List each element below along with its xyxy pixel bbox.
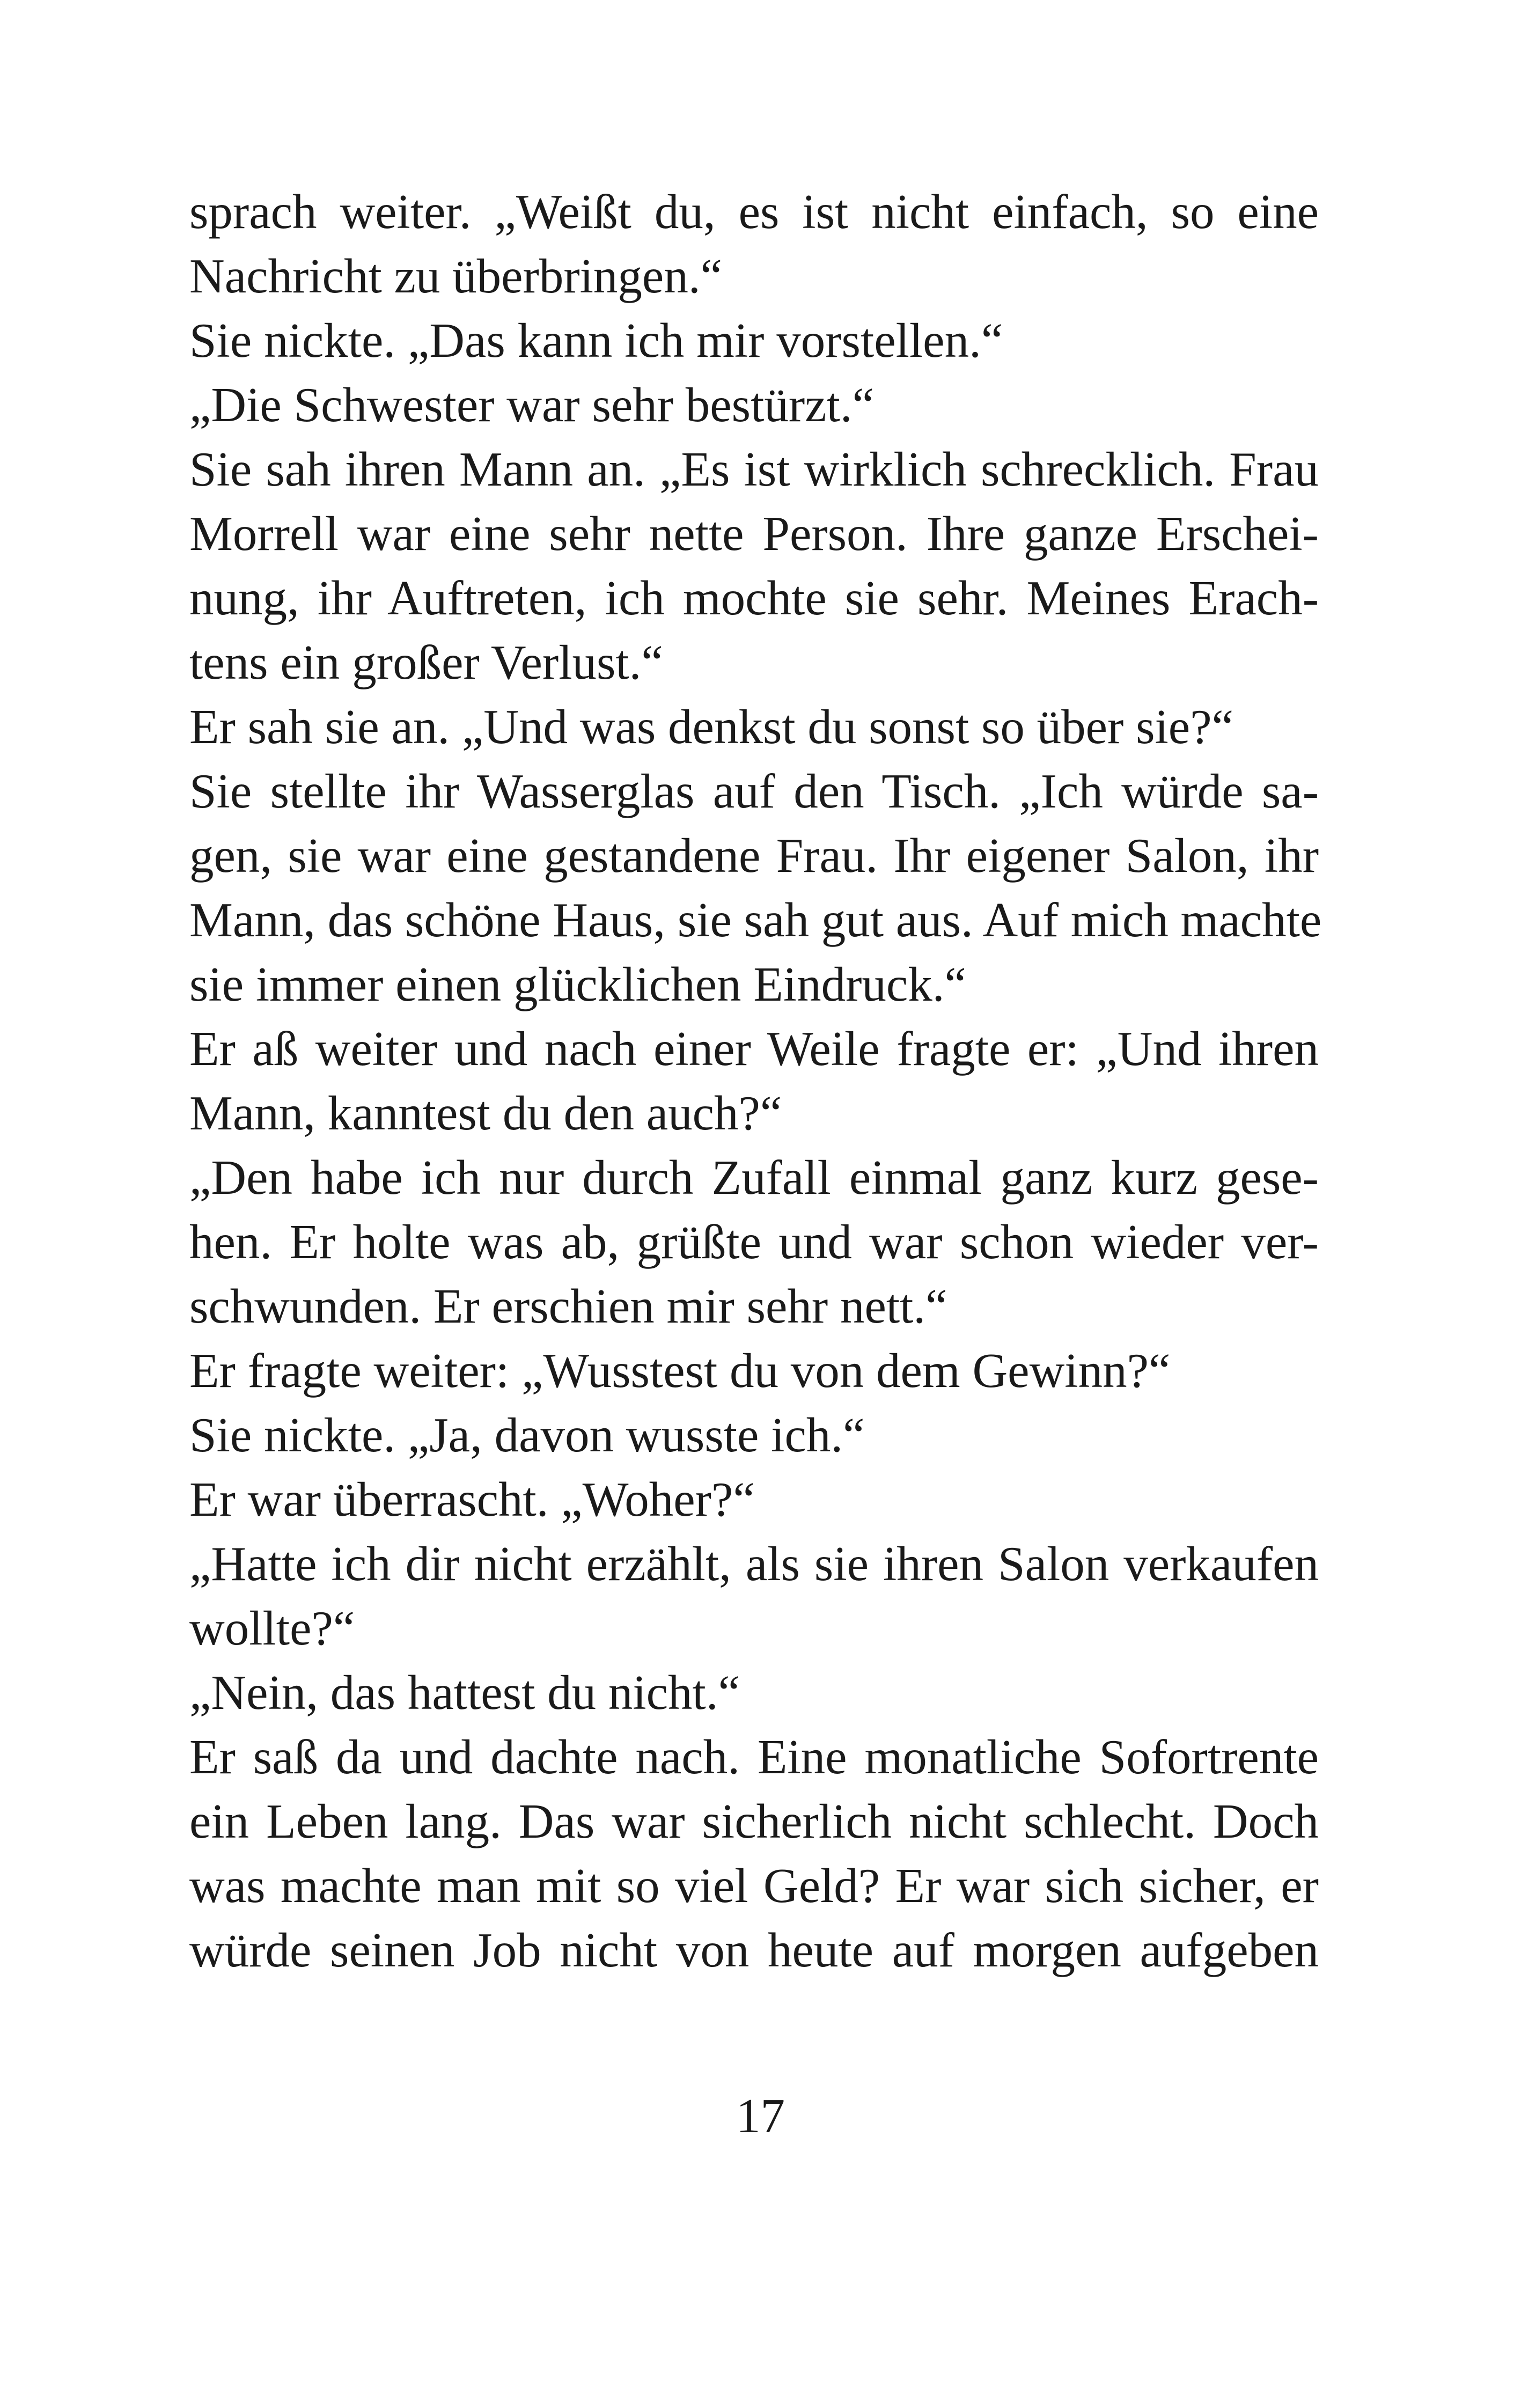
text-line: wollte?“ bbox=[189, 1601, 355, 1655]
text-line: Er saß da und dachte nach. Eine monatliche Sofortrente bbox=[189, 1730, 1319, 1784]
text-line: Er fragte weiter: „Wusstest du von dem Gewinn?“ bbox=[189, 1344, 1171, 1398]
text-line: sie immer einen glücklichen Eindruck.“ bbox=[189, 957, 966, 1011]
body-text bbox=[189, 180, 1322, 1983]
text-line: „Nein, das hattest du nicht.“ bbox=[189, 1665, 740, 1720]
text-line: Sie nickte. „Das kann ich mir vorstellen.“ bbox=[189, 313, 1003, 368]
text-line: Sie nickte. „Ja, davon wusste ich.“ bbox=[189, 1408, 865, 1462]
text-line: „Die Schwester war sehr bestürzt.“ bbox=[189, 378, 874, 432]
text-line: Mann, kanntest du den auch?“ bbox=[189, 1086, 782, 1140]
text-line: sprach weiter. „Weißt du, es ist nicht einfach, so eine bbox=[189, 185, 1319, 239]
text-line: Morrell war eine sehr nette Person. Ihre ganze Erschei- bbox=[189, 506, 1319, 561]
text-line: hen. Er holte was ab, grüßte und war schon wieder ver- bbox=[189, 1215, 1319, 1269]
text-line: schwunden. Er erschien mir sehr nett.“ bbox=[189, 1279, 947, 1333]
text-line: Sie sah ihren Mann an. „Es ist wirklich schrecklich. Frau bbox=[189, 442, 1319, 496]
text-line: „Den habe ich nur durch Zufall einmal ganz kurz gese- bbox=[189, 1150, 1319, 1205]
text-line: Er war überrascht. „Woher?“ bbox=[189, 1472, 755, 1526]
text-line: ein Leben lang. Das war sicherlich nicht schlecht. Doch bbox=[189, 1794, 1319, 1848]
text-line: würde seinen Job nicht von heute auf morgen aufgeben bbox=[189, 1923, 1319, 1977]
text-line: Mann, das schöne Haus, sie sah gut aus. Auf mich machte bbox=[189, 893, 1322, 947]
page-number: 17 bbox=[736, 2089, 785, 2143]
text-line: Er sah sie an. „Und was denkst du sonst so über sie?“ bbox=[189, 700, 1233, 754]
text-line: was machte man mit so viel Geld? Er war sich sicher, er bbox=[189, 1859, 1319, 1913]
text-line: Sie stellte ihr Wasserglas auf den Tisch. „Ich würde sa- bbox=[189, 764, 1319, 818]
text-line: nung, ihr Auftreten, ich mochte sie sehr. Meines Erach- bbox=[189, 571, 1319, 625]
text-line: tens ein großer Verlust.“ bbox=[189, 635, 663, 689]
text-line: „Hatte ich dir nicht erzählt, als sie ihren Salon verkaufen bbox=[189, 1537, 1319, 1591]
text-line: Er aß weiter und nach einer Weile fragte er: „Und ihren bbox=[189, 1022, 1319, 1076]
text-line: gen, sie war eine gestandene Frau. Ihr eigener Salon, ihr bbox=[189, 828, 1319, 883]
text-line: Nachricht zu überbringen.“ bbox=[189, 249, 722, 303]
